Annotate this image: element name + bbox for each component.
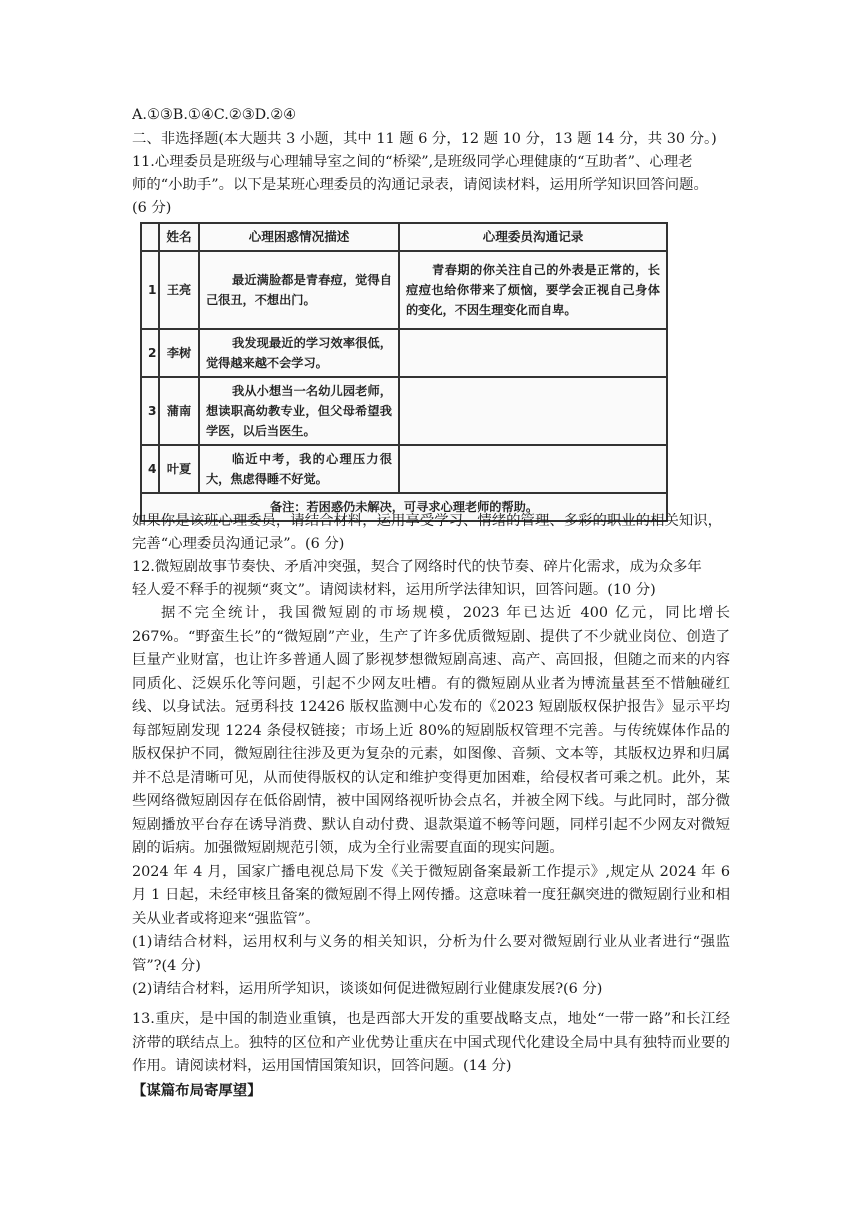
table-note: 备注：若困惑仍未解决，可寻求心理老师的帮助。 [141,493,667,521]
q12-material [132,602,730,1002]
student-name: 叶夏 [159,445,199,493]
communication-record [399,377,667,445]
q12-subquestion-1: (1)请结合材料，运用权利与义务的相关知识，分析为什么要对微短剧行业从业者进行“强监管”?(4 分) [132,934,730,974]
q12-paragraph-2: 2024 年 4 月，国家广播电视总局下发《关于微短剧备案最新工作提示》,规定从 2024 年 6 月 1 日起，未经审核且备案的微短剧不得上网传播。这意味着一度狂飙突进的微短剧行业和相关从业者或将迎来“强监管”。 [132,863,730,927]
q11-line-3: (6 分) [132,200,172,216]
q12-subquestion-2: (2)请结合材料，运用所学知识，谈谈如何促进微短剧行业健康发展?(6 分) [132,981,603,997]
options-line: A.①③B.①④C.②③D.②④ [132,107,296,123]
q13-block [132,1008,730,1102]
communication-record [399,445,667,493]
table-header-cell: 姓名 [159,223,199,251]
communication-record: 青春期的你关注自己的外表是正常的，长痘痘也给你带来了烦恼，要学会正视自己身体的变化，不因生理变化而自卑。 [399,251,667,329]
q11-line-1: 11.心理委员是班级与心理辅导室之间的“桥梁”,是班级同学心理健康的“互助者”、心理老 [132,154,693,170]
problem-description: 我从小想当一名幼儿园老师，想读职高幼教专业，但父母希望我学医，以后当医生。 [199,377,399,445]
table-row [141,329,667,377]
table-header-cell: 心理困惑情况描述 [199,223,399,251]
row-number: 3 [141,377,159,445]
student-name: 王亮 [159,251,199,329]
q11-after-line-1: 如果你是该班心理委员，请结合材料，运用享受学习、情绪的管理、多彩的职业的相关知识， [132,513,723,529]
row-number: 4 [141,445,159,493]
table-header-row [141,223,667,251]
student-name: 李树 [159,329,199,377]
table-row [141,445,667,493]
communication-record [399,329,667,377]
q12-line-1: 12.微短剧故事节奏快、矛盾冲突强，契合了网络时代的快节奏、碎片化需求，成为众多年 [132,559,702,575]
q12-paragraph-1: 据不完全统计，我国微短剧的市场规模，2023 年已达近 400 亿元，同比增长 267%。“野蛮生长”的“微短剧”产业，生产了许多优质微短剧、提供了不少就业岗位、创造了巨量产业财富，也让许多普通人圆了影视梦想微短剧高速、高产、高回报，但随之而来的内容同质化、泛娱乐化等问题，引起不少网友吐槽。有的微短剧从业者为博流量甚至不惜触碰红线、以身试法。冠勇科技 12426 版权监测中心发布的《2023 短剧版权保护报告》显示平均每部短剧发现 1224 条侵权链接；市场上近 80%的短剧版权管理不完善。与传统媒体作品的版权保护不同，微短剧往往涉及更为复杂的元素，如图像、音频、文本等，其版权边界和归属并不总是清晰可见，从而使得版权的认定和维护变得更加困难，给侵权者可乘之机。此外，某些网络微短剧因存在低俗剧情，被中国网络视听协会点名，并被全网下线。与此同时，部分微短剧播放平台存在诱导消费、默认自动付费、退款渠道不畅等问题，同样引起不少网友对微短剧的诟病。加强微短剧规范引领，成为全行业需要直面的现实问题。 [132,605,730,856]
student-name: 蒲南 [159,377,199,445]
section-heading: 二、非选择题(本大题共 3 小题，其中 11 题 6 分，12 题 10 分，13 题 14 分，共 30 分。) [132,131,717,147]
q13-subheading: 【谋篇布局寄厚望】 [132,1081,262,1099]
row-number: 2 [141,329,159,377]
table-header-cell [141,223,159,251]
psych-record-table [140,222,668,522]
table-header-cell: 心理委员沟通记录 [399,223,667,251]
problem-description: 我发现最近的学习效率很低，觉得越来越不会学习。 [199,329,399,377]
q11-after-line-2: 完善“心理委员沟通记录”。(6 分) [132,536,345,552]
table-row [141,251,667,329]
row-number: 1 [141,251,159,329]
q12-line-2: 轻人爱不释手的视频“爽文”。请阅读材料，运用所学法律知识，回答问题。(10 分) [132,582,656,598]
problem-description: 临近中考，我的心理压力很大，焦虑得睡不好觉。 [199,445,399,493]
q13-paragraph: 13.重庆，是中国的制造业重镇，也是西部大开发的重要战略支点，地处“一带一路”和长江经济带的联结点上。独特的区位和产业优势让重庆在中国式现代化建设全局中具有独特而业要的作用。请阅读材料，运用国情国策知识，回答问题。(14 分) [132,1011,730,1074]
table-row [141,377,667,445]
q11-line-2: 师的“小助手”。以下是某班心理委员的沟通记录表，请阅读材料，运用所学知识回答问题。 [132,177,708,193]
problem-description: 最近满脸都是青春痘，觉得自己很丑，不想出门。 [199,251,399,329]
